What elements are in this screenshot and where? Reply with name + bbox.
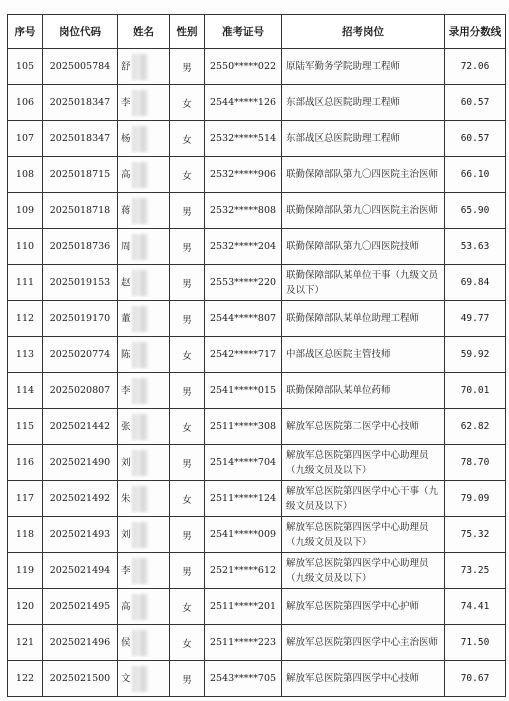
name-surname: 李 — [121, 97, 131, 108]
cell-exam-id: 2532*****906 — [205, 157, 282, 193]
cell-code: 2025020807 — [43, 373, 118, 409]
cell-position: 东部战区总医院助理工程师 — [282, 121, 445, 157]
cell-exam-id: 2511*****201 — [205, 589, 282, 625]
redaction-blur — [132, 450, 148, 476]
cell-gender: 男 — [170, 229, 205, 265]
redaction-blur — [132, 630, 148, 656]
cell-gender: 女 — [170, 121, 205, 157]
name-surname: 高 — [121, 169, 131, 180]
cell-position: 中部战区总医院主管技师 — [282, 337, 445, 373]
cell-score: 71.50 — [445, 625, 506, 661]
cell-exam-id: 2553*****220 — [205, 265, 282, 301]
redaction-blur — [132, 54, 148, 80]
cell-name — [118, 121, 170, 157]
cell-exam-id: 2544*****126 — [205, 85, 282, 121]
cell-score: 74.41 — [445, 589, 506, 625]
cell-score: 62.82 — [445, 409, 506, 445]
name-surname: 侯 — [121, 637, 131, 648]
cell-gender: 女 — [170, 589, 205, 625]
cell-gender: 女 — [170, 481, 205, 517]
cell-code: 2025020774 — [43, 337, 118, 373]
cell-name — [118, 517, 170, 553]
name-surname: 李 — [121, 565, 131, 576]
cell-score: 66.10 — [445, 157, 506, 193]
header-seq: 序号 — [8, 15, 43, 49]
admission-table — [7, 14, 506, 697]
cell-position: 原陆军勤务学院助理工程师 — [282, 49, 445, 85]
cell-seq: 120 — [8, 589, 43, 625]
cell-code: 2025018736 — [43, 229, 118, 265]
cell-code: 2025021442 — [43, 409, 118, 445]
cell-exam-id: 2532*****514 — [205, 121, 282, 157]
cell-name — [118, 625, 170, 661]
cell-seq: 118 — [8, 517, 43, 553]
cell-name — [118, 661, 170, 697]
table-row — [8, 49, 506, 85]
cell-exam-id: 2521*****612 — [205, 553, 282, 589]
name-surname: 赵 — [121, 277, 131, 288]
name-surname: 周 — [121, 241, 131, 252]
redaction-blur — [132, 414, 148, 440]
cell-seq: 122 — [8, 661, 43, 697]
header-row — [8, 15, 506, 49]
table-row — [8, 409, 506, 445]
header-code: 岗位代码 — [43, 15, 118, 49]
redaction-blur — [132, 90, 148, 116]
cell-code: 2025021494 — [43, 553, 118, 589]
redaction-blur — [132, 378, 148, 404]
cell-gender: 男 — [170, 265, 205, 301]
cell-gender: 女 — [170, 409, 205, 445]
table-row — [8, 625, 506, 661]
header-position: 招考岗位 — [282, 15, 445, 49]
cell-name — [118, 553, 170, 589]
cell-gender: 男 — [170, 661, 205, 697]
cell-code: 2025005784 — [43, 49, 118, 85]
redaction-blur — [132, 594, 148, 620]
cell-name — [118, 49, 170, 85]
table-row — [8, 301, 506, 337]
redaction-blur — [132, 126, 148, 152]
cell-score: 59.92 — [445, 337, 506, 373]
cell-gender: 女 — [170, 85, 205, 121]
cell-score: 73.25 — [445, 553, 506, 589]
cell-exam-id: 2532*****808 — [205, 193, 282, 229]
cell-exam-id: 2541*****015 — [205, 373, 282, 409]
cell-score: 69.84 — [445, 265, 506, 301]
cell-seq: 112 — [8, 301, 43, 337]
cell-code: 2025018715 — [43, 157, 118, 193]
cell-exam-id: 2542*****717 — [205, 337, 282, 373]
header-score: 录用分数线 — [445, 15, 506, 49]
cell-code: 2025018718 — [43, 193, 118, 229]
table-row — [8, 265, 506, 301]
redaction-blur — [132, 558, 148, 584]
table-row — [8, 193, 506, 229]
cell-gender: 女 — [170, 337, 205, 373]
cell-seq: 109 — [8, 193, 43, 229]
cell-code: 2025019153 — [43, 265, 118, 301]
header-name: 姓名 — [118, 15, 170, 49]
cell-gender: 女 — [170, 625, 205, 661]
cell-code: 2025018347 — [43, 85, 118, 121]
cell-gender: 男 — [170, 49, 205, 85]
cell-position: 解放军总医院第四医学中心技师 — [282, 661, 445, 697]
cell-score: 60.57 — [445, 121, 506, 157]
name-surname: 杨 — [121, 133, 131, 144]
cell-score: 78.70 — [445, 445, 506, 481]
table-row — [8, 229, 506, 265]
table-header — [8, 15, 506, 49]
cell-gender: 男 — [170, 553, 205, 589]
cell-exam-id: 2544*****807 — [205, 301, 282, 337]
cell-seq: 115 — [8, 409, 43, 445]
cell-position: 联勤保障部队某单位药师 — [282, 373, 445, 409]
cell-gender: 男 — [170, 445, 205, 481]
cell-seq: 111 — [8, 265, 43, 301]
cell-exam-id: 2532*****204 — [205, 229, 282, 265]
name-surname: 陈 — [121, 349, 131, 360]
cell-position: 联勤保障部队某单位干事（九级文员及以下） — [282, 265, 445, 301]
cell-exam-id: 2511*****223 — [205, 625, 282, 661]
cell-name — [118, 409, 170, 445]
table-row — [8, 661, 506, 697]
cell-position: 联勤保障部队第九〇四医院主治医师 — [282, 193, 445, 229]
cell-score: 49.77 — [445, 301, 506, 337]
table-row — [8, 337, 506, 373]
cell-code: 2025021490 — [43, 445, 118, 481]
redaction-blur — [132, 306, 148, 332]
table-row — [8, 121, 506, 157]
cell-exam-id: 2511*****124 — [205, 481, 282, 517]
cell-name — [118, 373, 170, 409]
name-surname: 高 — [121, 601, 131, 612]
cell-score: 60.57 — [445, 85, 506, 121]
redaction-blur — [132, 486, 148, 512]
cell-gender: 男 — [170, 301, 205, 337]
name-surname: 舒 — [121, 61, 131, 72]
cell-name — [118, 337, 170, 373]
cell-position: 联勤保障部队第九〇四医院技师 — [282, 229, 445, 265]
cell-score: 65.90 — [445, 193, 506, 229]
cell-seq: 105 — [8, 49, 43, 85]
name-surname: 董 — [121, 313, 131, 324]
cell-position: 解放军总医院第二医学中心技师 — [282, 409, 445, 445]
cell-position: 解放军总医院第四医学中心主治医师 — [282, 625, 445, 661]
table-row — [8, 85, 506, 121]
cell-position: 联勤保障部队第九〇四医院主治医师 — [282, 157, 445, 193]
cell-exam-id: 2550*****022 — [205, 49, 282, 85]
cell-code: 2025018347 — [43, 121, 118, 157]
redaction-blur — [132, 234, 148, 260]
cell-seq: 121 — [8, 625, 43, 661]
redaction-blur — [132, 198, 148, 224]
table-row — [8, 373, 506, 409]
cell-seq: 107 — [8, 121, 43, 157]
cell-code: 2025021493 — [43, 517, 118, 553]
table-row — [8, 553, 506, 589]
cell-code: 2025021495 — [43, 589, 118, 625]
cell-exam-id: 2511*****308 — [205, 409, 282, 445]
cell-score: 70.01 — [445, 373, 506, 409]
cell-name — [118, 229, 170, 265]
cell-name — [118, 301, 170, 337]
cell-seq: 108 — [8, 157, 43, 193]
cell-score: 72.06 — [445, 49, 506, 85]
cell-name — [118, 445, 170, 481]
cell-score: 53.63 — [445, 229, 506, 265]
cell-position: 联勤保障部队某单位助理工程师 — [282, 301, 445, 337]
cell-seq: 116 — [8, 445, 43, 481]
cell-name — [118, 193, 170, 229]
name-surname: 朱 — [121, 493, 131, 504]
cell-seq: 110 — [8, 229, 43, 265]
cell-name — [118, 481, 170, 517]
cell-seq: 113 — [8, 337, 43, 373]
cell-exam-id: 2543*****705 — [205, 661, 282, 697]
cell-position: 解放军总医院第四医学中心助理员（九级文员及以下） — [282, 517, 445, 553]
cell-seq: 119 — [8, 553, 43, 589]
cell-code: 2025021496 — [43, 625, 118, 661]
redaction-blur — [132, 270, 148, 296]
cell-code: 2025019170 — [43, 301, 118, 337]
table-row — [8, 481, 506, 517]
cell-score: 75.32 — [445, 517, 506, 553]
header-exam-id: 准考证号 — [205, 15, 282, 49]
cell-position: 解放军总医院第四医学中心干事（九级文员及以下） — [282, 481, 445, 517]
table-row — [8, 157, 506, 193]
redaction-blur — [132, 522, 148, 548]
cell-gender: 男 — [170, 373, 205, 409]
table-row — [8, 445, 506, 481]
cell-seq: 114 — [8, 373, 43, 409]
cell-gender: 男 — [170, 193, 205, 229]
cell-name — [118, 85, 170, 121]
name-surname: 张 — [121, 421, 131, 432]
cell-gender: 女 — [170, 157, 205, 193]
cell-seq: 117 — [8, 481, 43, 517]
cell-code: 2025021500 — [43, 661, 118, 697]
cell-score: 79.09 — [445, 481, 506, 517]
cell-exam-id: 2541*****009 — [205, 517, 282, 553]
name-surname: 刘 — [121, 457, 131, 468]
table-row — [8, 589, 506, 625]
cell-code: 2025021492 — [43, 481, 118, 517]
cell-score: 70.67 — [445, 661, 506, 697]
name-surname: 李 — [121, 385, 131, 396]
cell-name — [118, 589, 170, 625]
cell-position: 东部战区总医院助理工程师 — [282, 85, 445, 121]
table-row — [8, 517, 506, 553]
header-gender: 性别 — [170, 15, 205, 49]
cell-name — [118, 157, 170, 193]
cell-position: 解放军总医院第四医学中心助理员（九级文员及以下） — [282, 553, 445, 589]
redaction-blur — [132, 342, 148, 368]
cell-exam-id: 2514*****704 — [205, 445, 282, 481]
table-body — [8, 49, 506, 697]
cell-position: 解放军总医院第四医学中心助理员（九级文员及以下） — [282, 445, 445, 481]
name-surname: 蒋 — [121, 205, 131, 216]
cell-gender: 男 — [170, 517, 205, 553]
cell-name — [118, 265, 170, 301]
redaction-blur — [132, 666, 148, 692]
cell-seq: 106 — [8, 85, 43, 121]
name-surname: 文 — [121, 673, 131, 684]
cell-position: 解放军总医院第四医学中心护师 — [282, 589, 445, 625]
redaction-blur — [132, 162, 148, 188]
name-surname: 刘 — [121, 529, 131, 540]
